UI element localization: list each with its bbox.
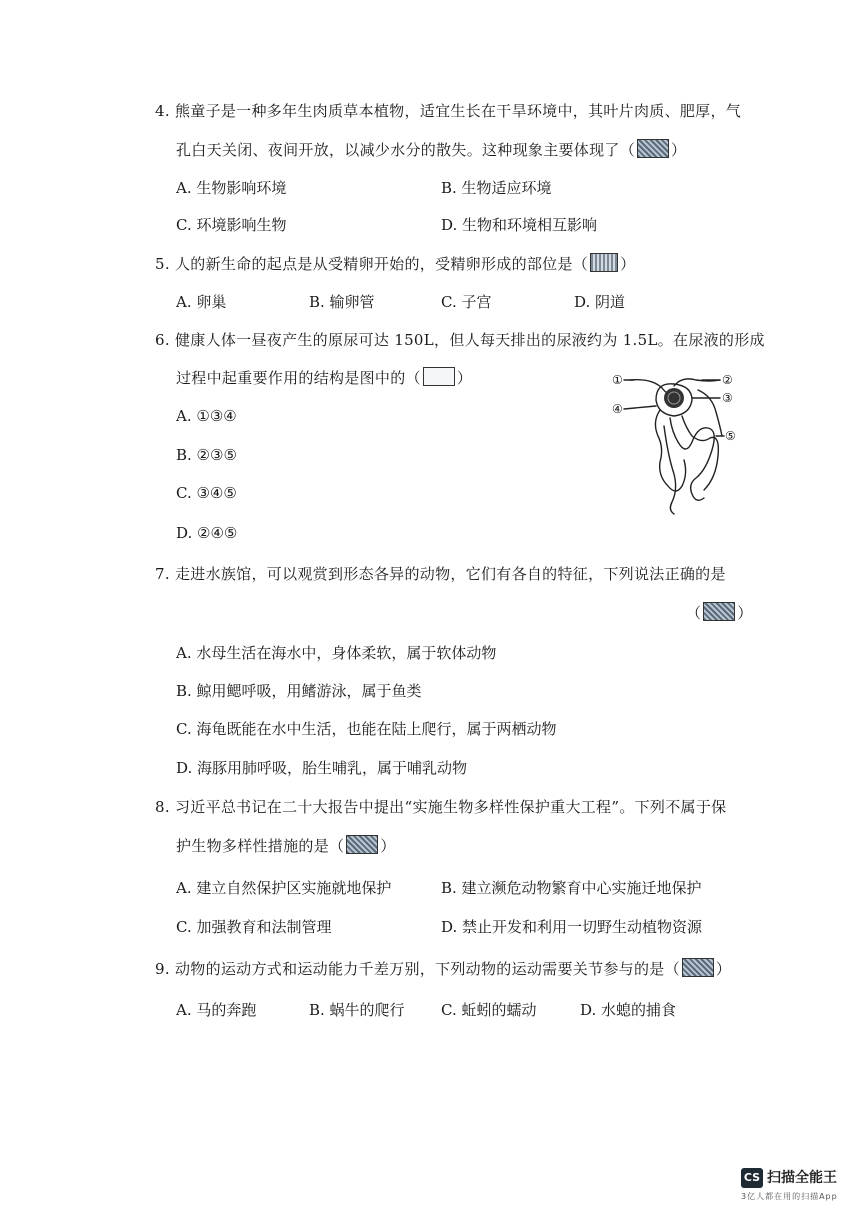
- question-8-stem-cont: [176, 835, 396, 857]
- option-a: A. 马的奔跑: [176, 1001, 257, 1019]
- question-9-stem: [155, 958, 731, 980]
- question-4-paren: ）: [671, 141, 687, 159]
- question-6-paren: ）: [456, 369, 473, 387]
- leader-line: [624, 406, 656, 409]
- question-9-paren: ）: [715, 960, 732, 978]
- option-b: B. 蜗牛的爬行: [309, 1001, 405, 1019]
- option-a: A. 建立自然保护区实施就地保护: [176, 879, 392, 897]
- option-d: D. 生物和环境相互影响: [441, 216, 598, 234]
- watermark-tagline: 3亿人都在用的扫描App: [741, 1192, 838, 1201]
- label-2: ②: [722, 373, 733, 387]
- question-4-stem-cont: [176, 139, 686, 161]
- option-c: C. 环境影响生物: [176, 216, 287, 234]
- question-7-stem: 7. 走进水族馆，可以观赏到形态各异的动物，它们有各自的特征，下列说法正确的是: [155, 565, 726, 583]
- answer-blank: [703, 602, 735, 621]
- collecting-duct-line: [664, 426, 676, 514]
- label-3: ③: [722, 391, 733, 405]
- option-a: A. 生物影响环境: [176, 179, 287, 197]
- answer-blank: [590, 253, 618, 272]
- question-5-stem: [155, 253, 635, 275]
- label-5: ⑤: [725, 429, 736, 443]
- answer-blank: [682, 958, 714, 977]
- option-c: C. 海龟既能在水中生活，也能在陆上爬行，属于两栖动物: [176, 720, 557, 738]
- option-a: A. 水母生活在海水中，身体柔软，属于软体动物: [176, 644, 497, 662]
- question-7-paren-close: ）: [737, 604, 753, 622]
- option-a: A. 卵巢: [176, 293, 227, 311]
- watermark-name: 扫描全能王: [767, 1170, 837, 1186]
- option-c: C. 加强教育和法制管理: [176, 918, 332, 936]
- option-b: B. 建立濒危动物繁育中心实施迁地保护: [441, 879, 702, 897]
- question-6-stem-cont: [176, 367, 472, 389]
- option-b: B. 鲸用鳃呼吸，用鳍游泳，属于鱼类: [176, 682, 422, 700]
- option-b: B. ②③⑤: [176, 446, 237, 464]
- glomerulus: [664, 388, 684, 408]
- question-6-text: 过程中起重要作用的结构是图中的（: [176, 369, 421, 387]
- question-6-stem: 6. 健康人体一昼夜产生的原尿可达 150L，但人每天排出的尿液约为 1.5L。在尿液的形成: [155, 331, 765, 349]
- question-5-paren: ）: [620, 255, 636, 273]
- option-d: D. 禁止开发和利用一切野生动植物资源: [441, 918, 703, 936]
- question-9-text: 9. 动物的运动方式和运动能力千差万别，下列动物的运动需要关节参与的是（: [155, 960, 680, 978]
- option-c: C. 蚯蚓的蠕动: [441, 1001, 537, 1019]
- tubule-line: [670, 418, 714, 500]
- option-d: D. ②④⑤: [176, 524, 238, 542]
- camscanner-logo-icon: CS: [741, 1168, 763, 1188]
- answer-blank: [346, 835, 378, 854]
- label-1: ①: [612, 373, 623, 387]
- option-c: C. 子宫: [441, 293, 492, 311]
- tubule-line: [682, 416, 718, 490]
- question-8-stem: 8. 习近平总书记在二十大报告中提出“实施生物多样性保护重大工程”。下列不属于保: [155, 798, 727, 816]
- option-d: D. 水螅的捕食: [580, 1001, 677, 1019]
- answer-blank: [637, 139, 669, 158]
- option-d: D. 海豚用肺呼吸，胎生哺乳，属于哺乳动物: [176, 759, 468, 777]
- answer-blank: [423, 367, 455, 386]
- label-4: ④: [612, 402, 623, 416]
- scanner-watermark: [741, 1168, 851, 1208]
- question-7-answer: [686, 602, 753, 624]
- question-8-paren: ）: [380, 837, 396, 855]
- nephron-diagram: [612, 366, 740, 516]
- question-8-text: 护生物多样性措施的是（: [176, 837, 345, 855]
- question-4-stem: 4. 熊童子是一种多年生肉质草本植物，适宜生长在干旱环境中，其叶片肉质、肥厚，气: [155, 102, 742, 120]
- question-5-text: 5. 人的新生命的起点是从受精卵开始的，受精卵形成的部位是（: [155, 255, 589, 273]
- option-c: C. ③④⑤: [176, 484, 237, 502]
- option-d: D. 阴道: [574, 293, 626, 311]
- question-7-paren-open: （: [686, 604, 702, 622]
- question-4-text: 孔白天关闭、夜间开放，以减少水分的散失。这种现象主要体现了（: [176, 141, 636, 159]
- option-b: B. 生物适应环境: [441, 179, 552, 197]
- option-a: A. ①③④: [176, 407, 237, 425]
- option-b: B. 输卵管: [309, 293, 375, 311]
